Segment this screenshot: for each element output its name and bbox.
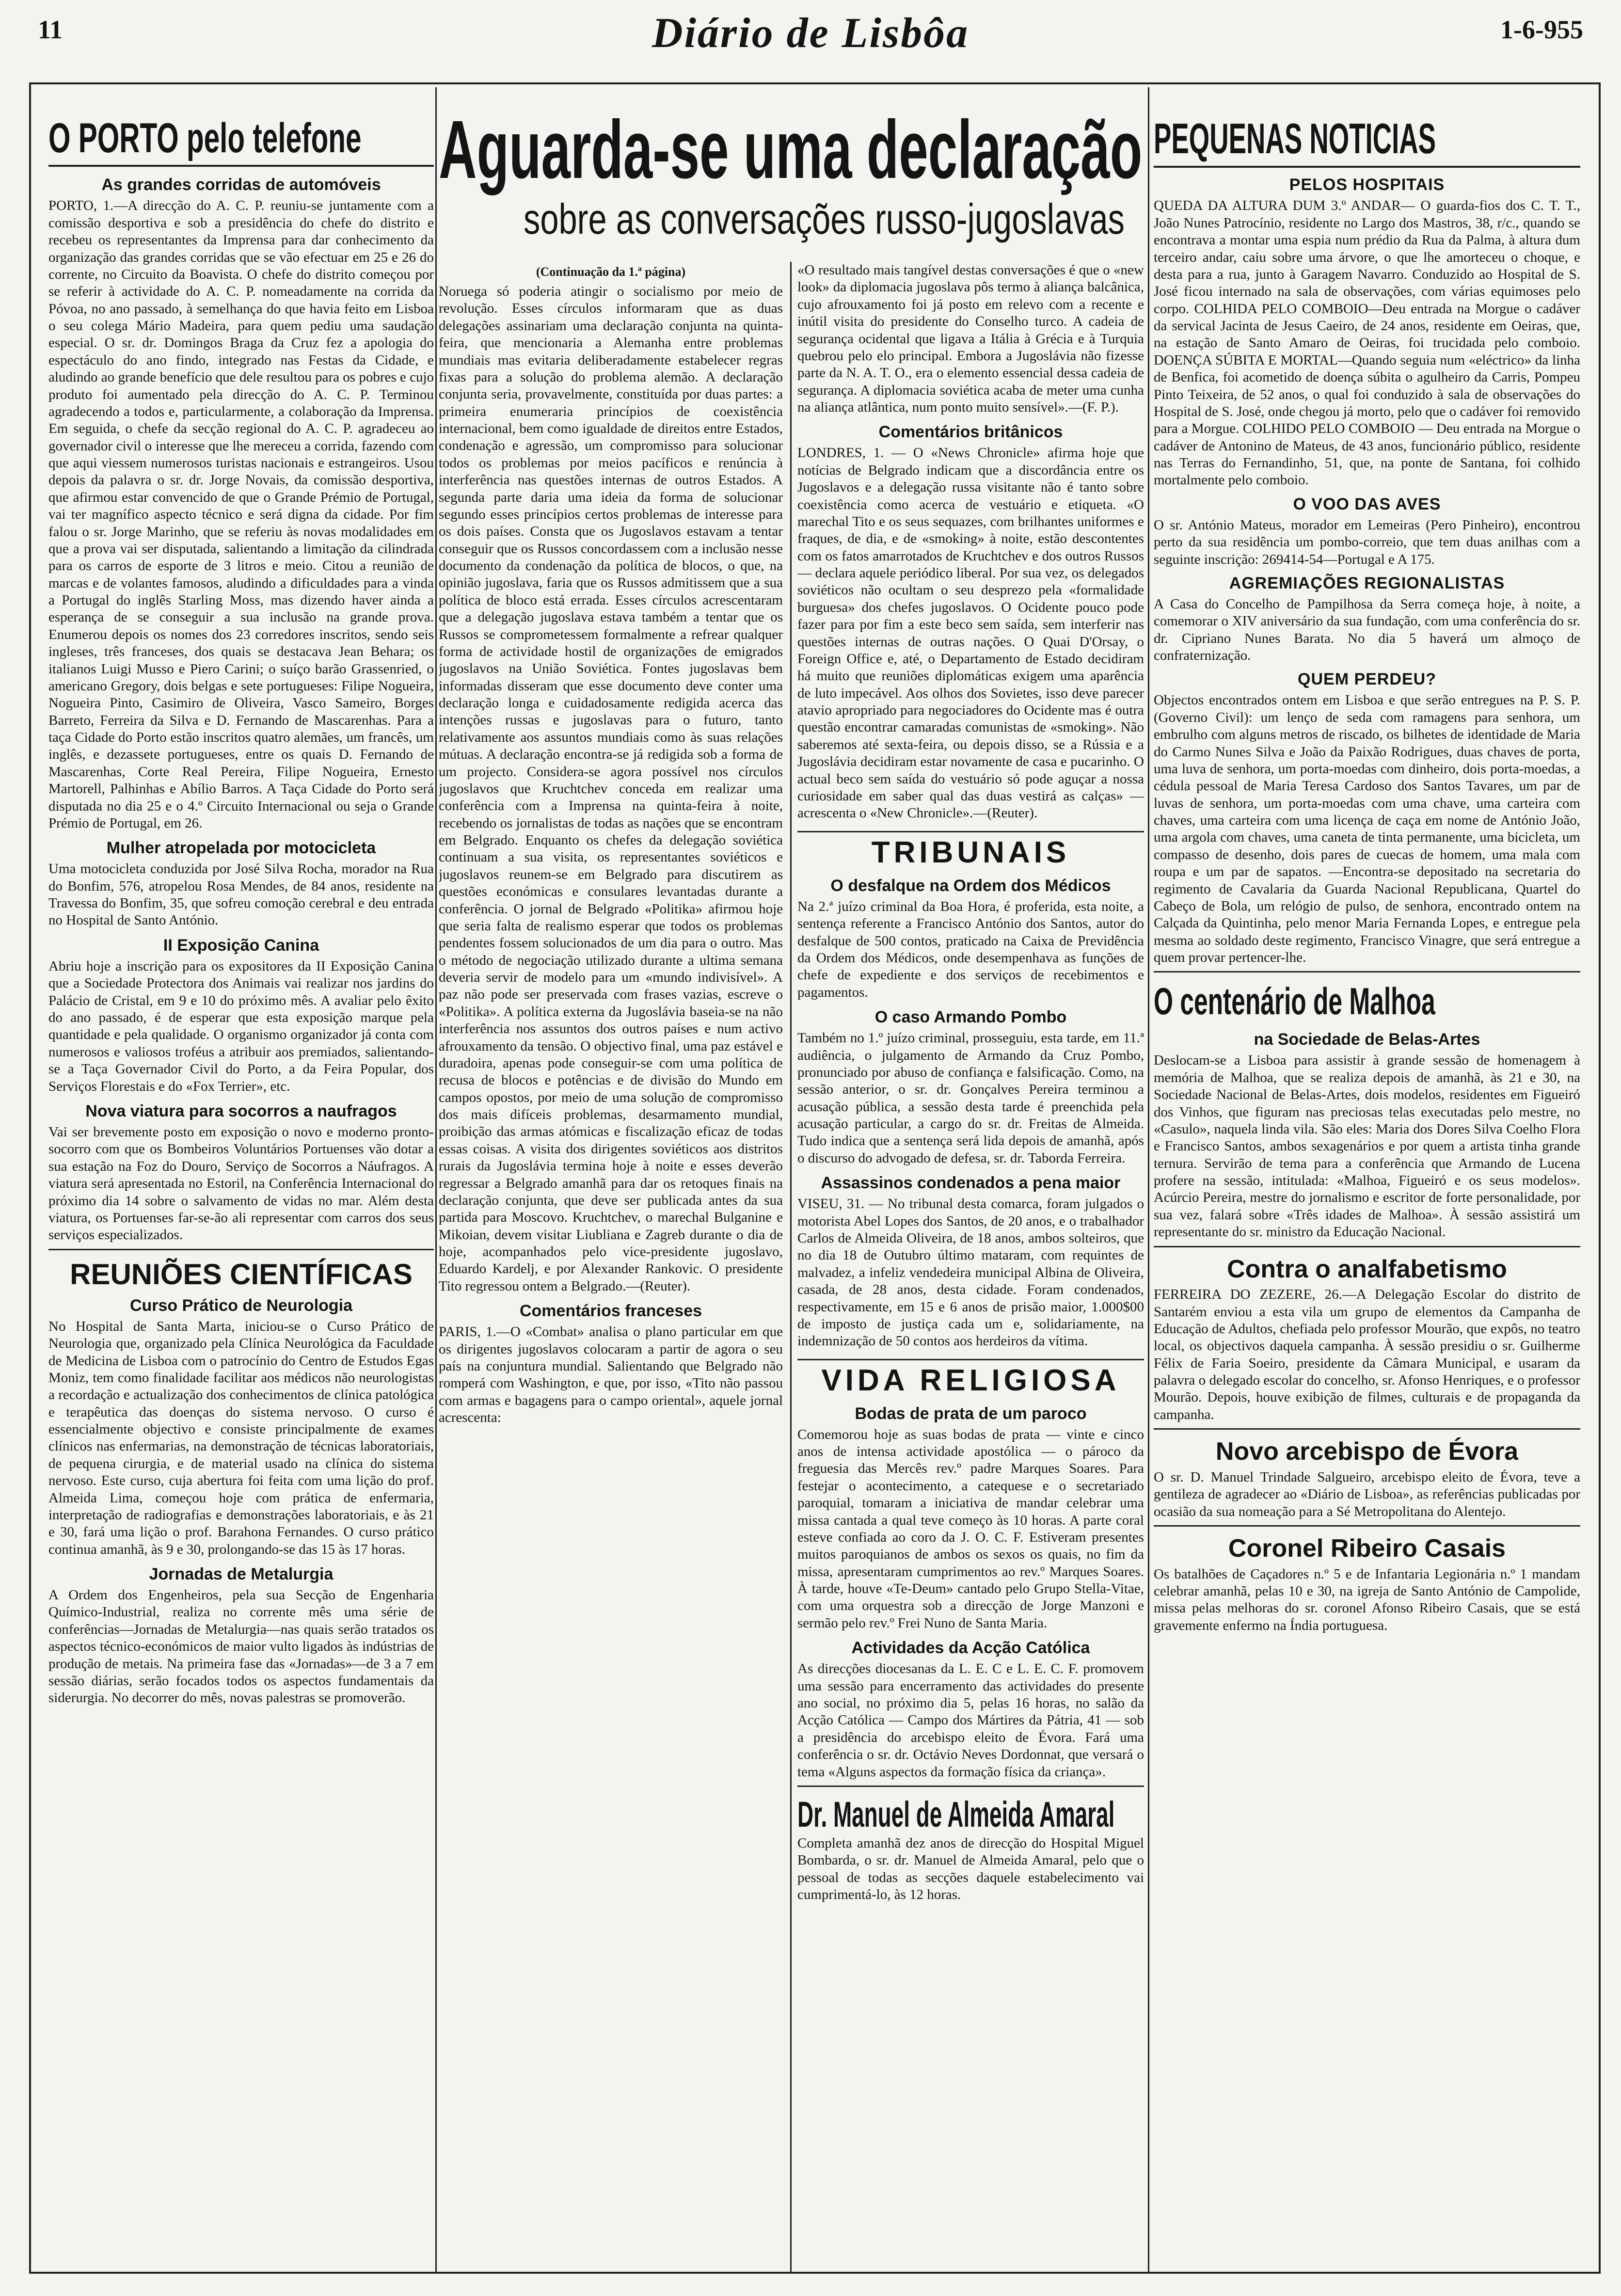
divider [797, 1786, 1144, 1787]
reunioes-text-metalurgia: A Ordem dos Engenheiros, pela sua Secção de Engenharia Químico-Industrial, realiza no corrente mês uma série de conferências—Jornadas de Metalurgia—nas quais serão tratados os aspectos técnico-económicos de maior vulto ligados às indústrias de produção de metais. Na primeira fase das «Jornadas»—de 3 a 7 em sessão diárias, serão focados todos os aspectos fundamentais da siderurgia. No decorrer do mês, novas palestras se promoverão. [48, 1587, 434, 1706]
continuation-note: (Continuação da 1.ª página) [536, 265, 686, 279]
comentarios-britanicos-text: LONDRES, 1. — O «News Chronicle» afirma hoje que notícias de Belgrado indicam que a discordância entre os Jugoslavos e a delegação russa visitante não é tanto sobre coexistência como acerca de vestuário e etiqueta. «O marechal Tito e os seus sequazes, com brilhantes uniformes e fraques, de dia, e de «smoking» à noite, estão descontentes com os fatos amarrotados de Kruchtchev e dos outros Russos — declara aquele periódico liberal. Por sua vez, os delegados soviéticos não ocultam o seu desprezo pela «formalidade burguesa» dos chefes jugoslavos. O Ocidente pouco pode fazer para por fim a este beco sem saída, sem interferir nas questões internas de outras nações. O Quai D'Orsay, o Foreign Office e, até, o Departamento de Estado decidiram há muito que reuniões diplomáticas exigem uma aparência de luto impecável. Aos olhos dos Sovietes, isso deve parecer atavio apropriado para negociadores do Ocidente mas é outra questão encontrar camaradas comunistas de «smoking». Não saberemos até sexta-feira, ou depois disso, se a Rússia e a Jugoslávia decidiram estar novamente de casa e pucarinho. O actual beco sem saída do vestuário só pode aguçar a nossa curiosidade em saber qual das duas vestirá as calças» — acrescenta o «New Chronicle».—(Reuter). [797, 445, 1144, 821]
malhoa-text: Deslocam-se a Lisboa para assistir à grande sessão de homenagem à memória de Malhoa, que se realiza depois de amanhã, às 21 e 30, na Sociedade Nacional de Belas-Artes, dois modelos, residentes em Figueiró dos Vinhos, que figuram nas preciosas telas executadas pelo mestre, no «Casulo», naquela linda vila. São eles: Maria dos Dores Silva Coelho Flora e Francisco Santos, ambos sexagenários e por quem a artista tinha grande ternura. Servirão de tema para a conferência que Armando de Lucena profere na sessão, intitulada: «Malhoa, Figueiró e os seus modelos». Acúrcio Pereira, mestre do jornalismo e escritor de forte personalidade, por sua vez, falará sobre «Três idades de Malhoa». À sessão assistirá um representante do sr. ministro da Educação Nacional. [1154, 1052, 1580, 1240]
declaracao-header [439, 102, 1144, 262]
declaracao-text-continued: «O resultado mais tangível destas conversações é que o «new look» da diplomacia jugoslava pôs termo à aliança balcânica, cujo afrouxamento foi já posto em relevo com a recente e inútil visita do presidente do Conselho turco. A cadeia de segurança ocidental que ligava a Itália à Grécia e à Turquia quebrou pelo elo principal. Embora a Jugoslávia não fizesse parte da N. A. T. O., era o elemento essencial dessa cadeia de segurança. A diplomacia soviética acaba de meter uma cunha na aliança atlântica, num ponto muito sensível».—(F. P.). [797, 262, 1144, 415]
tribunais-subhead-pombo: O caso Armando Pombo [874, 1008, 1067, 1027]
column-rule [1148, 87, 1149, 2272]
amaral-headline: Dr. Manuel de Almeida Amaral [797, 1794, 1115, 1834]
reunioes-text-neurologia: No Hospital de Santa Marta, iniciou-se o Curso Prático de Neurologia que, organizado pela Clínica Neurológica da Faculdade de Medicina de Lisboa com o patrocínio do Centro de Estudos Egas Moniz, tem como finalidade facilitar aos médicos não neurologistas a recordação e actualização dos conhecimentos de clínica patológica e terapêutica das doenças do sistema nervoso. O curso é essencialmente objectivo e consiste principalmente de exames clínicos nas enfermarias, na demonstração de técnicas laboratoriais, de pequena cirurgia, e de material usado na clínica do sistema nervoso. Este curso, cuja abertura foi feita com uma lição do prof. Almeida Lima, começou hoje com prática de enfermaria, interpretação de radiografias e demonstrações laboratoriais, e às 21 e 30, fará uma lição o prof. Barahona Fernandes. O curso prático continua amanhã, às 9 e 30, prolongando-se das 15 às 17 horas. [48, 1318, 434, 1557]
arcebispo-headline: Novo arcebispo de Évora [1215, 1437, 1519, 1466]
divider [1154, 1428, 1580, 1430]
declaracao-headline: Aguarda-se uma declaração [439, 104, 1143, 196]
porto-text-atropelada: Uma motocicleta conduzida por José Silva Rocha, morador na Rua do Bonfim, 576, atropelou Rosa Mendes, de 84 anos, residente na Travessa do Bonfim, 35, que sofreu comoção cerebral e deu entrada no Hospital de Santo António. [48, 861, 434, 928]
masthead [0, 0, 1621, 57]
comentarios-britanicos-subhead: Comentários britânicos [878, 423, 1063, 442]
reunioes-headline: REUNIÕES CIENTÍFICAS [70, 1258, 413, 1291]
porto-text-canina: Abriu hoje a inscrição para os expositores da II Exposição Canina que a Sociedade Protectora dos Animais vai realizar nos jardins do Palácio de Cristal, em 9 e 10 do próximo mês. A avaliar pelo êxito do ano passado, é de esperar que esta exposição marque pela quantidade e pela qualidade. O organismo organizador já conta com numerosos e valiosos troféus a atribuir aos premiados, salientando-se a Taça Governador Civil do Porto, a da Feira Popular, dos Serviços Florestais e do «Fox Terrier», etc. [48, 958, 434, 1094]
pequenas-subhead-perdeu: QUEM PERDEU? [1298, 670, 1436, 689]
reunioes-subhead-metalurgia: Jornadas de Metalurgia [149, 1565, 334, 1584]
pequenas-subhead-aves: O VOO DAS AVES [1293, 494, 1441, 513]
religiosa-subhead-accao: Actividades da Acção Católica [851, 1639, 1090, 1658]
casais-headline: Coronel Ribeiro Casais [1228, 1534, 1506, 1563]
tribunais-text-desfalque: Na 2.ª juízo criminal da Boa Hora, é proferida, esta noite, a sentença referente a Francisco António dos Santos, autor do desfalque de 500 contos, praticado na Caixa de Previdência da Ordem dos Médicos, onde desempenhava as funções de chefe de expediente e dos serviços de recebimentos e pagamentos. [797, 898, 1144, 1000]
pequenas-text-aves: O sr. António Mateus, morador em Lemeiras (Pero Pinheiro), encontrou perto da sua residência um pombo-correio, que tem duas anilhas com a seguinte inscrição: 269414-54—Portugal e A 175. [1154, 517, 1580, 567]
column-rule [790, 262, 792, 2272]
tribunais-subhead-desfalque: O desfalque na Ordem dos Médicos [830, 876, 1111, 895]
analfabetismo-headline: Contra o analfabetismo [1227, 1255, 1507, 1283]
religiosa-text-bodas: Comemorou hoje as suas bodas de prata — vinte e cinco anos de intensa actividade apostólica — o pároco da freguesia das Mercês rev.º padre Marques Soares. Para festejar o acontecimento, a catequese e o secretariado paroquial, tomaram a iniciativa de mandar celebrar uma missa cantada a qual teve começo às 10 horas. A parte coral esteve confiada ao coro da J. O. C. F. Estiveram presentes muitos paroquianos de ambos os sexos os quais, no fim da missa, apresentaram cumprimentos ao rev.º Marques Soares. À tarde, houve «Te-Deum» cantado pelo Grupo Stella-Vitae, com uma orquestra sob a direcção de Jorge Manzoni e sermão pelo rev.º Frei Nuno de Santa Maria. [797, 1426, 1144, 1631]
malhoa-subhead: na Sociedade de Belas-Artes [1254, 1030, 1480, 1049]
porto-text-corridas: PORTO, 1.—A direcção do A. C. P. reuniu-se juntamente com a comissão desportiva e sob a presidência do chefe do distrito e recebeu os representantes da Imprensa para dar conhecimento da organização das grandes corridas que se vão efectuar em 25 e 26 do corrente, no Circuito da Boavista. O chefe do distrito começou por se referir à actividade do A. C. P. nomeadamente na corrida da Póvoa, no ano passado, à semelhança do que havia feito em Lisboa o seu colega Mário Madeira, para quem pediu uma saudação especial. O sr. dr. Domingos Braga da Cruz fez a apologia do espectáculo do ano findo, integrado nas Festas da Cidade, e aludindo ao grande benefício que dele resultou para os pobres e cujo produto foi aumentado pela direcção do A. C. P. Terminou agradecendo a todos e, particularmente, a colaboração da Imprensa. Em seguida, o chefe da secção regional do A. C. P. agradeceu ao governador civil o interesse que lhe mereceu a corrida, fazendo com que aqui viessem numerosos turistas nacionais e estrangeiros. Usou depois da palavra o sr. dr. Jorge Novais, da comissão desportiva, que afirmou estar convencido de que o Grande Prémio de Portugal, vai ter magnífico aspecto técnico e será digna da cidade. Por fim falou o sr. Jorge Marinho, que se referiu às novas modalidades em que a prova vai ser disputada, salientando a limitação da cilindrada para os carros de esporte de 3 litros e meio. Citou a reunião de marcas e de volantes famosos, aludindo a dificuldades para a vinda a Portugal do inglês Starling Moss, mas dizendo haver ainda a esperança de se conseguir a sua inclusão na grande prova. Enumerou depois os nomes dos 23 corredores inscritos, sendo seis ingleses, três franceses, dos quais se destacava Jean Behara; os italianos Luigi Musso e Piero Carini; o suíço barão Grassenried, o americano Gregory, dois belgas e sete portugueses: Filipe Nogueira, Nogueira Pinto, Casimiro de Oliveira, Vasco Sameiro, Borges Barreto, Ferreira da Silva e D. Fernando de Mascarenhas. Para a taça Cidade do Porto estão inscritos quatro alemães, um francês, um inglês, e dezassete portugueses, entre os quais D. Fernando de Mascarenhas, Corte Real Pereira, Filipe Nogueira, Ernesto Martorell, Palhinhas e Abílio Barros. A Taça Cidade do Porto será disputada no dia 25 e o 4.º Circuito Internacional ou seja o Grande Prémio de Portugal, em 26. [48, 198, 434, 831]
tribunais-text-pombo: Também no 1.º juízo criminal, prosseguiu, esta tarde, em 11.ª audiência, o julgamento de Armando da Cruz Pombo, pronunciado por abuso de confiança e falsificação. Como, na sessão anterior, o sr. dr. Gonçalves Pereira terminou a acusação pública, a sessão desta tarde é preenchida pela acusação particular, a cargo do sr. dr. Freitas de Almeida. Tudo indica que a sentença será lida depois de amanhã, após o discurso do advogado de defesa, sr. dr. Taborda Ferreira. [797, 1030, 1144, 1166]
column-tribunais [797, 262, 1144, 2269]
analfabetismo-text: FERREIRA DO ZEZERE, 26.—A Delegação Escolar do distrito de Santarém enviou a esta vila um grupo de elementos da Campanha de Educação de Adultos, chefiada pelo professor Mourão, que expôs, no teatro local, os objectivos daquela campanha. À sessão presidiu o sr. Guilherme Félix de Faria Soeiro, presidente da Câmara Municipal, e usaram da palavra o delegado escolar do concelho, sr. Afonso Henriques, e o professor Mourão. Depois, houve exibição de filmes, culturais e de propaganda da campanha. [1154, 1287, 1580, 1422]
religiosa-subhead-bodas: Bodas de prata de um paroco [855, 1404, 1087, 1423]
newspaper-name: Diário de Lisbôa [652, 10, 969, 57]
divider [1154, 971, 1580, 973]
reunioes-subhead-neurologia: Curso Prático de Neurologia [129, 1296, 353, 1315]
tribunais-headline: TRIBUNAIS [797, 831, 1144, 870]
porto-text-viatura: Vai ser brevemente posto em exposição o novo e moderno pronto-socorro com que os Bombeiros Voluntários Portuenses vão dotar a sua estação na Foz do Douro, Serviço de Socorros a Náufragos. A viatura será apresentada no Estoril, na Conferência Internacional do próximo dia 14 sobre o salvamento de vidas no mar. Além desta viatura, os Portuenses far-se-ão ali representar com carros dos seus serviços especializados. [48, 1124, 434, 1243]
page-number: 11 [38, 15, 63, 44]
divider [48, 1249, 434, 1250]
comentarios-franceses-text: PARIS, 1.—O «Combat» analisa o plano particular em que os dirigentes jugoslavos colocaram a partir de agora o seu país na conjuntura mundial. Salientando que Belgrado não romperá com Washington, e que, por isso, «Tito não passou com armas e bagagens para o campo oriental», aquele jornal acrescenta: [439, 1324, 783, 1426]
porto-subhead-canina: II Exposição Canina [163, 936, 319, 955]
comentarios-franceses-subhead: Comentários franceses [519, 1302, 702, 1321]
amaral-text: Completa amanhã dez anos de direcção do Hospital Miguel Bombarda, o sr. dr. Manuel de Almeida Amaral, pelo que o pessoal de todas as secções daquele estabelecimento vai cumprimentá-lo, às 12 horas. [797, 1835, 1144, 1903]
tribunais-text-assassinos: VISEU, 31. — No tribunal desta comarca, foram julgados o motorista Abel Lopes dos Santos, de 20 anos, e o trabalhador Carlos de Almeida Oliveira, de 18 anos, ambos solteiros, que no dia 18 de Outubro último mataram, com requintes de malvadez, a infeliz vendedeira municipal Albina de Oliveira, casada, de 28 anos, desta cidade. Foram condenados, respectivamente, em 15 e 6 anos de prisão maior, 1.000$00 de imposto de justiça cada um e, solidariamente, na indemnização de 50 contos aos herdeiros da vítima. [797, 1196, 1144, 1349]
porto-subhead-atropelada: Mulher atropelada por motocicleta [106, 839, 376, 858]
tribunais-subhead-assassinos: Assassinos condenados a pena maior [821, 1174, 1121, 1193]
pequenas-text-hospitais: QUEDA DA ALTURA DUM 3.º ANDAR— O guarda-fios dos C. T. T., João Nunes Patrocínio, residente no Largo dos Mastros, 38, r/c., quando se encontrava a montar uma espia num prédio da Rua da Palma, à altura dum terceiro andar, caiu sobre uma árvore, o que lhe amorteceu o choque, e desta para a rua, junto à Garagem Navarro. Conduzido ao Hospital de S. José ficou internado na sala de observações, com várias equimoses pelo corpo. COLHIDA PELO COMBOIO—Deu entrada na Morgue o cadáver da servical Jacinta de Jesus Caeiro, de 24 anos, residente em Oeiras, que, na estação de Santo Amaro de Oeiras, foi trucidada pelo comboio. DOENÇA SÚBITA E MORTAL—Quando seguia num «eléctrico» da linha de Benfica, foi acometido de doença súbita o agulheiro da Carris, Pompeu Pinto Teixeira, de 52 anos, o qual foi conduzido à sala de observações do Hospital de S. José, onde chegou já morto, pelo que o cadáver foi removido para a Morgue. COLHIDO PELO COMBOIO — Deu entrada na Morgue o cadáver de Antonino de Mateus, de 43 anos, funcionário público, residente nas Terras do Fernandinho, 51, que, na ponte de Santana, foi colhido mortalmente pelo comboio. [1154, 198, 1580, 488]
porto-subhead-corridas: As grandes corridas de automóveis [101, 175, 381, 194]
religiosa-headline: VIDA RELIGIOSA [797, 1359, 1144, 1398]
column-declaracao [439, 262, 783, 2269]
column-porto [48, 116, 434, 2269]
column-pequenas [1154, 116, 1580, 2269]
divider [1154, 1246, 1580, 1247]
declaracao-text: Noruega só poderia atingir o socialismo por meio de revolução. Esses círculos informaram que as duas delegações assinariam uma declaração conjunta na quinta-feira, que mencionaria a Alemanha entre problemas mundiais mas evitaria deliberadamente estabelecer regras fixas para a solução do problema alemão. A declaração conjunta seria, provavelmente, constituída por duas partes: a primeira enumeraria princípios de coexistência internacional, bem como igualdade de direitos entre Estados, condenação e agressão, um compromisso para solucionar todos os problemas por meios pacíficos e renúncia à interferência nas questões internas de outros Estados. A segunda parte daria uma ideia da forma de solucionar segundo esses princípios certos problemas de interesse para os dois países. Consta que os Jugoslavos estavam a tentar conseguir que os Russos concordassem com a inclusão nesse documento da condenação da política de blocos, o que, na opinião jugoslava, faria que os Russos admitissem que a sua política de bloco está errada. Esses círculos acrescentaram que a delegação jugoslava estava também a tentar que os Russos se comprometessem formalmente a refrear qualquer forma de actividade hostil de organizações de emigrados jugoslavos na União Soviética. Fontes jugoslavas bem informadas disseram que esse documento deve conter uma declaração longa e cuidadosamente redigida acerca das intenções russas e jugoslavas para o futuro, tanto relativamente aos assuntos mundiais como às suas relações mútuas. A declaração encontra-se já redigida sob a forma de um projecto. Considera-se agora possível nos círculos jugoslavos que Kruchtchev conceda em realizar uma conferência com a Imprensa na quinta-feira à noite, recebendo os jornalistas de todas as nações que se encontram em Belgrado. Enquanto os chefes da delegação soviética continuam a sua visita, os representantes soviéticos e jugoslavos reunem-se em Belgrado para discutirem as questões económicas e consulares levantadas durante a conferência. O jornal de Belgrado «Politika» afirmou hoje que seria falta de realismo esperar que todos os problemas pendentes fossem solucionados de um dia para o outro. Mas o método de negociação utilizado durante a ultima semana deveria servir de modelo para um «mundo indivisível». A paz não pode ser preservada com frases vazias, escreve o «Politika». A política externa da Jugoslávia baseia-se na não interferência nos assuntos dos outros países e num activo afrouxamento da tensão. O objectivo final, uma paz estável e duradoira, apenas pode conseguir-se com uma política de recusa de blocos e potências e de divisão do Mundo em campos opostos, por meio de uma solução de compromisso dos mais difíceis problemas, desarmamento mundial, proibição das armas atómicas e fiscalização eficaz de todas essas coisas. A visita dos dirigentes soviéticos aos distritos rurais da Jugoslávia termina hoje à noite e esses deverão regressar a Belgrado amanhã para dar os retoques finais na declaração conjunta, que deve ser publicada antes da sua partida para Moscovo. Kruchtchev, o marechal Bulganine e Mikoian, devem visitar Liubliana e Zagreb durante o dia de hoje, acompanhados pelo vice-presidente jugoslavo, Eduardo Kardelj, e por Alexander Rankovic. O presidente Tito regressou ontem a Belgrado.—(Reuter). [439, 284, 783, 1294]
divider [1154, 1525, 1580, 1527]
malhoa-headline: O centenário de Malhoa [1154, 980, 1435, 1023]
casais-text: Os batalhões de Caçadores n.º 5 e de Infantaria Legionária n.º 1 mandam celebrar amanhã, pelas 10 e 30, na igreja de Santo António de Campolide, missa pelas melhoras do sr. coronel Afonso Ribeiro Casais, que se está gravemente enfermo na Índia portuguesa. [1154, 1566, 1580, 1633]
issue-date: 1-6-955 [1500, 15, 1583, 44]
religiosa-text-accao: As direcções diocesanas da L. E. C e L. E. C. F. promovem uma sessão para encerramento das actividades do presente ano social, no próximo dia 5, pelas 16 horas, no salão da Acção Católica — Campo dos Mártires da Pátria, 41 — sob a presidência do arcebispo eleito de Évora. Fará uma conferência o sr. dr. Octávio Neves Dordonnat, que versará o tema «Alguns aspectos da formação física da criança». [797, 1661, 1144, 1780]
porto-headline: O PORTO pelo telefone [48, 116, 434, 167]
arcebispo-text: O sr. D. Manuel Trindade Salgueiro, arcebispo eleito de Évora, teve a gentileza de agradecer ao «Diário de Lisboa», as referências publicadas por ocasião da sua nomeação para a Sé Metropolitana do Alentejo. [1154, 1469, 1580, 1519]
pequenas-subhead-hospitais: PELOS HOSPITAIS [1289, 175, 1445, 194]
pequenas-text-agremiacoes: A Casa do Concelho de Pampilhosa da Serra começa hoje, à noite, a comemorar o XIV aniversário da sua fundação, com uma conferência do sr. dr. Cipriano Nunes Barata. No dia 5 haverá um almoço de confraternização. [1154, 596, 1580, 664]
porto-subhead-viatura: Nova viatura para socorros a naufragos [85, 1101, 397, 1120]
column-rule [435, 87, 437, 2272]
declaracao-subheadline: sobre as conversações russo-jugoslavas [524, 195, 1125, 243]
pequenas-headline: PEQUENAS NOTICIAS [1154, 116, 1580, 168]
pequenas-text-perdeu: Objectos encontrados ontem em Lisboa e que serão entregues na P. S. P. (Governo Civil): um lenço de seda com ramagens para senhora, um embrulho com alguns metros de riscado, os bilhetes de identidade de Maria do Carmo Nunes Silva e João da Paixão Rodrigues, duas chaves de porta, uma luva de senhora, um porta-moedas com dinheiro, dois porta-moedas, a cédula pessoal de Maria Teresa Cardoso dos Santos Tavares, um par de luvas de senhora, um porta-moedas com uma chave, uma carteira com chaves, uma carteira com uma licença de caça em nome de António João, uma argola com chaves, uma caneta de tinta permanente, uma bicicleta, um compasso de desenho, dois pares de cuecas de homem, uma mala com roupa e um par de sapatos. —Encontra-se depositado na secretaria do regimento de Cavalaria da Guarda Nacional Republicana, Quartel do Cabeço de Bola, um relógio de pulso, de senhora, encontrado ontem na Calçada da Quintinha, pelo menor Maria Fernanda Lopes, e entregue pela mesma ao soldado deste regimento, Francisco Vinagre, que será entregue a quem provar pertencer-lhe. [1154, 692, 1580, 966]
pequenas-subhead-agremiacoes: AGREMIAÇÕES REGIONALISTAS [1229, 574, 1505, 592]
